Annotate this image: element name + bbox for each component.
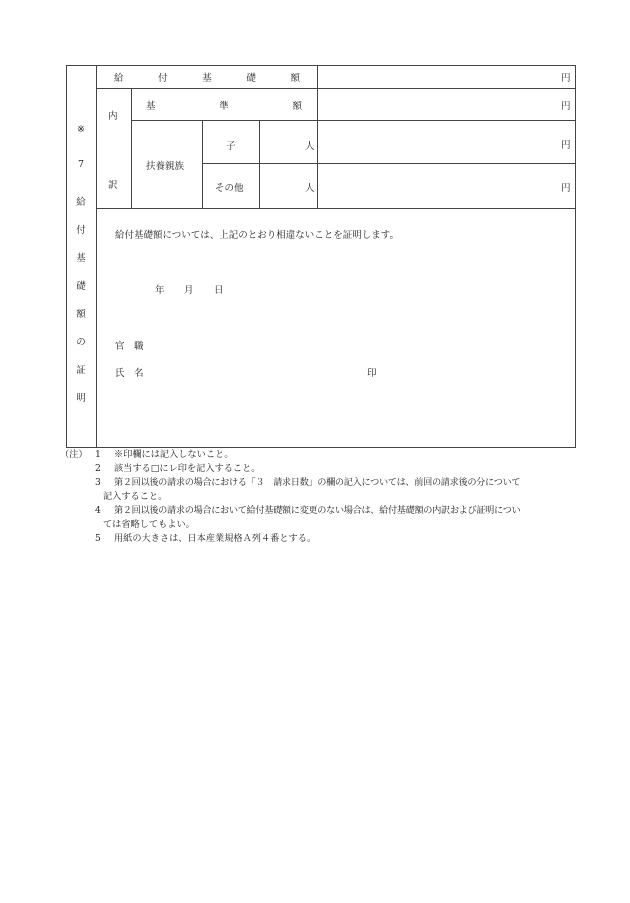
note-number: 2 (95, 463, 101, 474)
fuyo-divider (202, 120, 203, 209)
note-continuation: 記入すること。 (103, 491, 168, 502)
fuyo-shinzoku-label: 扶養親族 (146, 161, 185, 172)
uchiwake-char-bottom: 訳 (108, 180, 118, 191)
amount-divider (317, 65, 318, 209)
note-text: 第２回以後の請求の場合において給付基礎額に変更のない場合は、給付基礎額の内訳および証明につい (114, 505, 521, 516)
date-month: 月 (184, 285, 194, 296)
table-border-right (575, 65, 576, 448)
other-person-unit: 人 (305, 183, 315, 194)
label-char: 付 (158, 73, 168, 84)
side-label-char: 証 (76, 365, 86, 376)
kyufu-kiso-gaku-yen: 円 (561, 73, 571, 84)
side-column-divider (96, 65, 97, 448)
uchiwake-char-top: 内 (108, 111, 118, 122)
row-line-4 (96, 208, 576, 209)
child-yen: 円 (561, 140, 571, 151)
person-count-divider (259, 120, 260, 209)
note-number: 3 (95, 477, 101, 488)
notes-heading: （注） (60, 449, 88, 460)
label-char: 礎 (246, 73, 256, 84)
note-number: 4 (95, 505, 101, 516)
note-number: 5 (95, 533, 101, 544)
side-label-char: ※ (77, 124, 85, 135)
label-char: 基 (202, 73, 212, 84)
uchiwake-divider (131, 88, 132, 209)
side-label-char: 給 (76, 197, 86, 208)
table-border-top (66, 65, 576, 66)
other-label: その他 (215, 183, 244, 194)
label-char: 給 (114, 73, 124, 84)
name-label: 氏 名 (115, 368, 144, 379)
row-line-1 (96, 88, 576, 89)
note-text: 該当する□にレ印を記入すること。 (114, 463, 261, 474)
side-label-char: 額 (76, 309, 86, 320)
side-label-char: 礎 (76, 281, 86, 292)
note-continuation: ては省略してもよい。 (103, 519, 195, 530)
side-label-char: 基 (76, 253, 86, 264)
note-text: ※印欄には記入しないこと。 (114, 449, 234, 460)
kijun-gaku-yen: 円 (561, 101, 571, 112)
note-text: 第２回以後の請求の場合における「３ 請求日数」の欄の記入については、前回の請求後の分について (114, 477, 521, 488)
kyufu-kiso-gaku-label (114, 70, 300, 84)
side-label-char: 明 (76, 393, 86, 404)
kijun-gaku-label (146, 98, 302, 112)
seal-label: 印 (367, 368, 377, 379)
note-number: 1 (95, 449, 101, 460)
side-label-char: 7 (77, 159, 85, 170)
certificate-statement: 給付基礎額については、上記のとおり相違ないことを証明します。 (115, 230, 400, 241)
label-char: 準 (219, 101, 229, 112)
position-label: 官 職 (115, 341, 144, 352)
date-day: 日 (214, 285, 224, 296)
note-text: 用紙の大きさは、日本産業規格Ａ列４番とする。 (114, 533, 317, 544)
label-char: 額 (290, 73, 300, 84)
label-char: 額 (292, 101, 302, 112)
child-person-unit: 人 (305, 141, 315, 152)
row-line-2 (131, 120, 576, 121)
other-yen: 円 (561, 183, 571, 194)
date-year: 年 (155, 285, 165, 296)
side-label-char: の (76, 337, 86, 348)
label-char: 基 (146, 101, 156, 112)
side-label-char: 付 (76, 225, 86, 236)
child-label: 子 (226, 141, 236, 152)
